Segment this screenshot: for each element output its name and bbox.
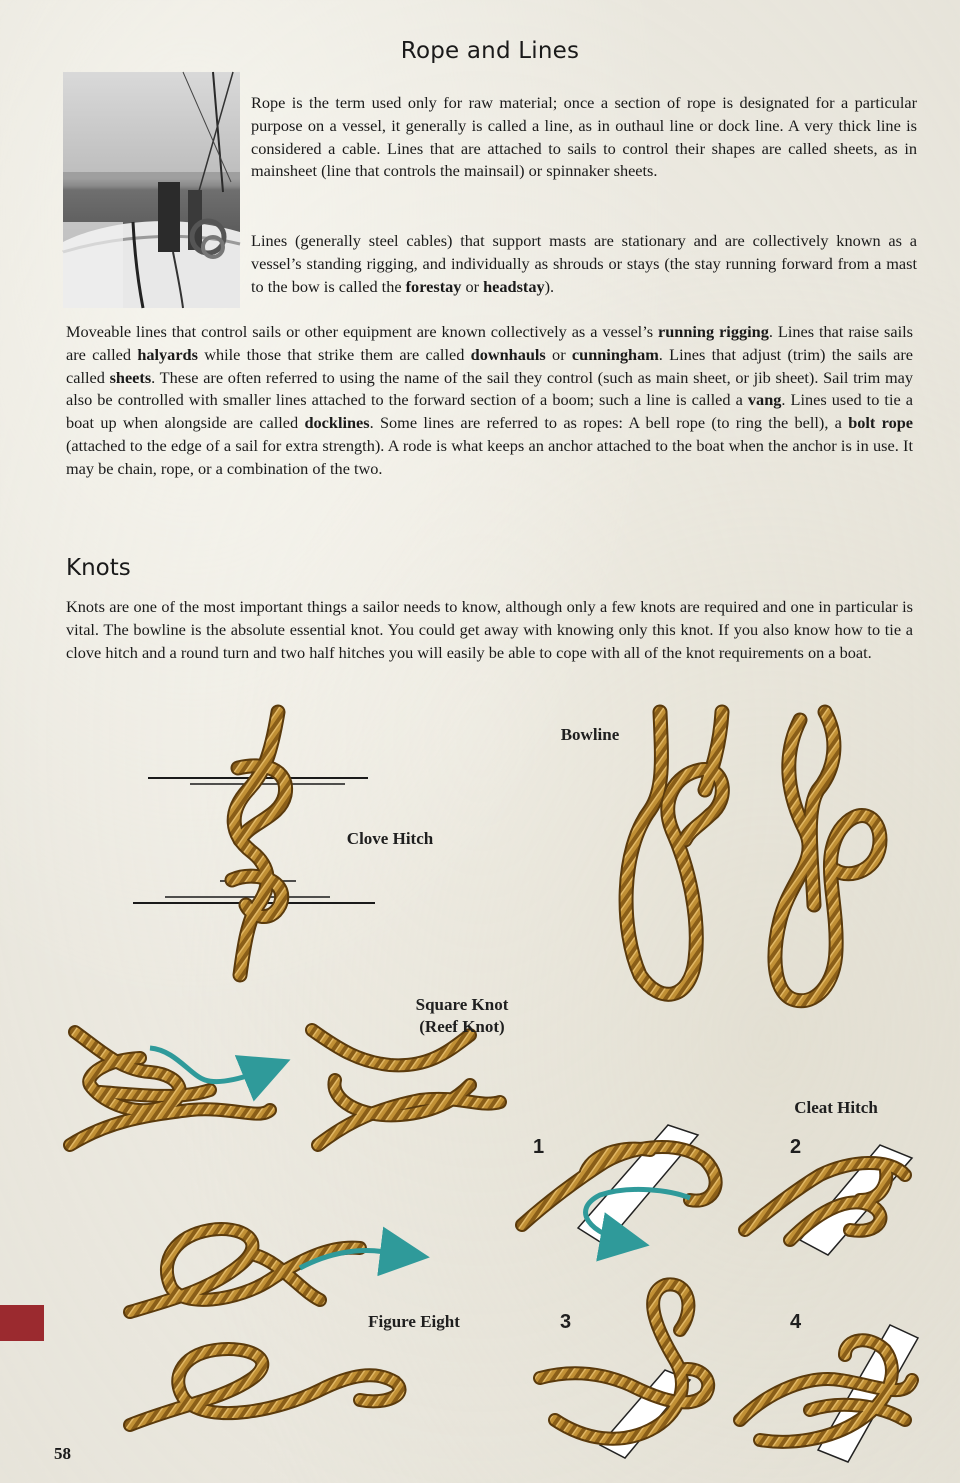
label-clove-hitch: Clove Hitch	[346, 829, 434, 848]
text-run: or	[545, 344, 572, 364]
paragraph-knots-intro: Knots are one of the most important things a sailor needs to know, although only a few knots are required and one in particular is vital. The bowline is the absolute essential knot. You could get away with knowing only this knot. If you also know how to tie a clove hitch and a round turn and two half hitches you will easily be able to cope with all of the knot requirements on a boat.	[66, 597, 913, 662]
text-run: Lines (generally steel cables) that support masts are stationary and are collectively known as a vessel’s standing rigging, and individually as shrouds or stays (the stay running forward from a mast to the bow is called the	[251, 231, 917, 296]
cleat-step-number-4: 4	[790, 1311, 802, 1333]
bold-term: cunningham	[571, 344, 659, 364]
cleat-hitch-illustration	[522, 1125, 918, 1462]
label-square-knot-line1: Square Knot	[415, 995, 509, 1014]
bold-term: bolt rope	[848, 413, 913, 433]
bold-term: halyards	[137, 344, 198, 364]
label-cleat-hitch: Cleat Hitch	[794, 1098, 878, 1117]
cleat-step-2	[745, 1145, 912, 1255]
bowline-illustration	[626, 712, 880, 1001]
label-bowline: Bowline	[560, 725, 620, 744]
text-run: . Lines that raise sails are called	[66, 322, 913, 364]
text-run: Moveable lines that control sails or other equipment are known collectively as a vessel’s	[66, 322, 659, 341]
text-run: (attached to the edge of a sail for extra strength). A rode is what keeps an anchor attached to the boat when the anchor is in use. It may be chain, rope, or a combination of the two.	[66, 435, 913, 478]
bold-term: downhauls	[470, 344, 546, 364]
page-title: Rope and Lines	[400, 38, 580, 64]
paragraph-rope-definition: Rope is the term used only for raw material; once a section of rope is designated for a particular purpose on a vessel, it generally is called a line, as in outhaul line or dock line. A very thick line is considered a cable. Lines that are attached to sails to control their shapes are called sheets, as in mainsheet (line that controls the mainsail) or spinnaker sheets.	[251, 93, 917, 181]
bold-term: running rigging	[658, 322, 769, 341]
bold-term: docklines	[304, 413, 370, 433]
text-run: or	[461, 276, 484, 296]
cleat-step-1	[522, 1125, 716, 1245]
text-run: while those that strike them are called	[197, 344, 471, 364]
bold-term: forestay	[405, 276, 462, 296]
cleat-step-number-3: 3	[560, 1311, 572, 1333]
label-square-knot-line2: (Reef Knot)	[419, 1017, 505, 1036]
page-number: 58	[54, 1444, 71, 1463]
label-figure-eight: Figure Eight	[368, 1312, 460, 1331]
text-run: . These are often referred to using the name of the sail they control (such as main sheet, or jib sheet). Sail trim may also be controlled with smaller lines attached to the forward section of a boom; such a line is called a	[66, 367, 914, 410]
bold-term: sheets	[109, 367, 152, 387]
square-knot-illustration	[70, 1030, 500, 1145]
text-run: ).	[544, 276, 555, 296]
text-run: . Lines used to tie a boat up when alongside are called	[66, 390, 913, 433]
bold-term: headstay	[483, 276, 545, 296]
chapter-accent-tab	[0, 1305, 44, 1341]
text-run: . Some lines are referred to as ropes: A bell rope (to ring the bell), a	[369, 413, 849, 433]
cleat-step-4	[740, 1325, 918, 1462]
text-run: . Lines that adjust (trim) the sails are called	[66, 344, 914, 387]
label-square-knot	[392, 994, 532, 1038]
section-heading-knots: Knots	[66, 555, 131, 581]
cleat-step-number-2: 2	[790, 1136, 802, 1158]
bold-term: vang	[747, 390, 782, 410]
cleat-step-number-1: 1	[533, 1136, 545, 1158]
